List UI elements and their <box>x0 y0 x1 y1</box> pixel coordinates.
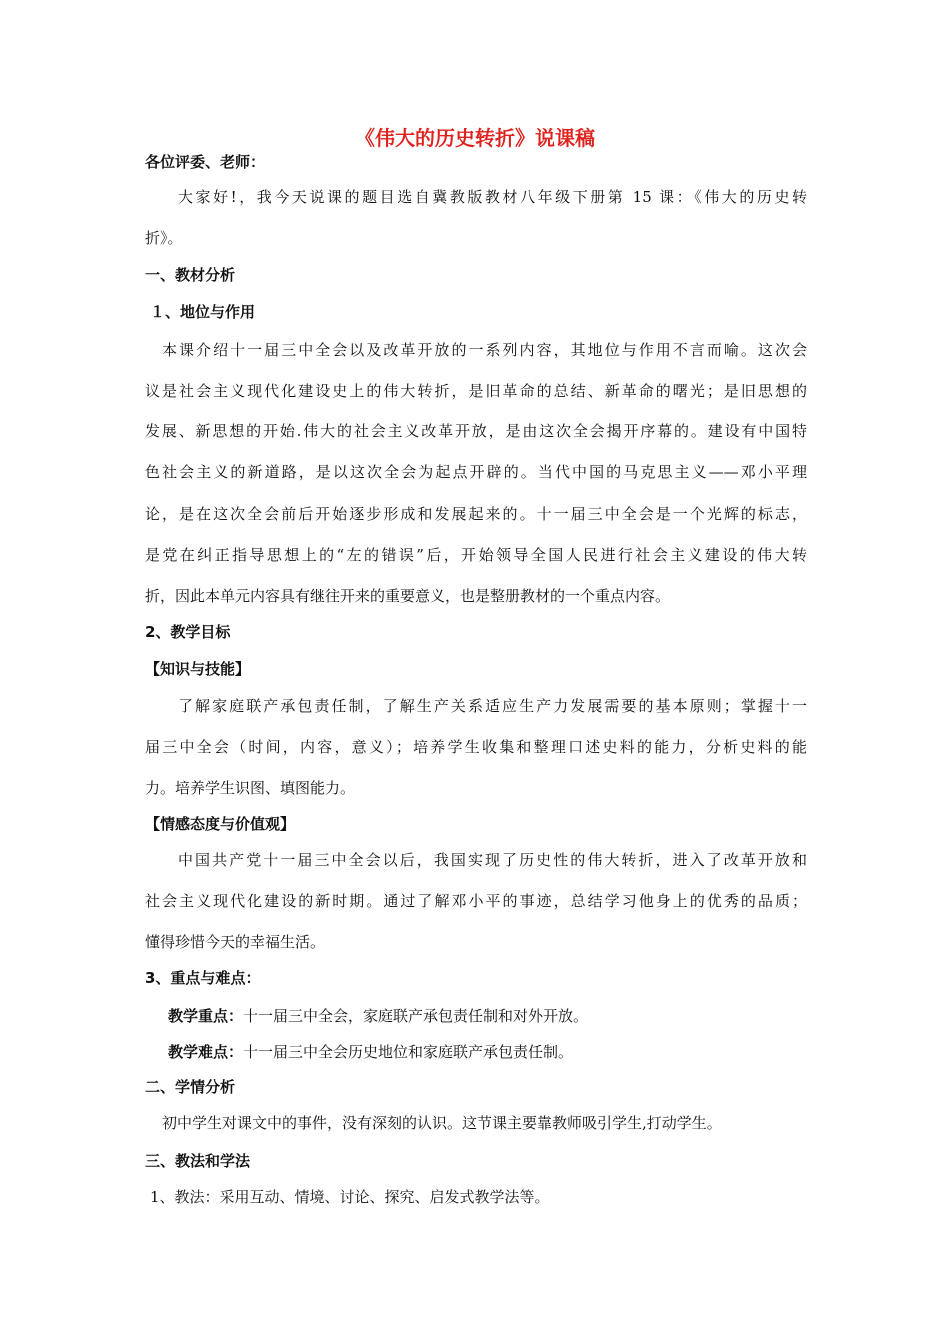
subheading-emotion-values: 【情感态度与价值观】 <box>145 815 296 833</box>
key-point-text: 十一届三中全会，家庭联产承包责任制和对外开放。 <box>243 1007 589 1025</box>
difficult-point-text: 十一届三中全会历史地位和家庭联产承包责任制。 <box>243 1043 574 1061</box>
intro-line: 折》。 <box>145 229 183 247</box>
intro-line: 大家好!，我今天说课的题目选自冀教版教材八年级下册第 15 课：《伟大的历史转 <box>178 188 807 206</box>
key-point-label: 教学重点： <box>168 1007 244 1025</box>
paragraph-line: 发展、新思想的开始.伟大的社会主义改革开放，是由这次全会揭开序幕的。建设有中国特 <box>145 422 807 440</box>
paragraph-line: 议是社会主义现代化建设史上的伟大转折，是旧革命的总结、新革命的曙光；是旧思想的 <box>145 382 807 400</box>
document-title: 《伟大的历史转折》说课稿 <box>355 126 595 150</box>
paragraph-line: 懂得珍惜今天的幸福生活。 <box>145 933 326 951</box>
paragraph-line: 折，因此本单元内容具有继往开来的重要意义，也是整册教材的一个重点内容。 <box>145 587 671 605</box>
subheading-key-difficult: 3、重点与难点： <box>145 969 261 987</box>
paragraph-line: 1、教法：采用互动、情境、讨论、探究、启发式教学法等。 <box>150 1188 550 1206</box>
section-heading-materials: 一、教材分析 <box>145 266 236 284</box>
difficult-point-line <box>168 1041 807 1063</box>
paragraph-line: 论，是在这次全会前后开始逐步形成和发展起来的。十一届三中全会是一个光辉的标志， <box>145 505 807 523</box>
subheading-position-role: １、地位与作用 <box>150 303 256 321</box>
greeting: 各位评委、老师： <box>145 153 266 171</box>
paragraph-line: 是党在纠正指导思想上的“左的错误”后，开始领导全国人民进行社会主义建设的伟大转 <box>145 546 807 564</box>
paragraph-line: 届三中全会（时间，内容，意义）；培养学生收集和整理口述史料的能力，分析史料的能 <box>145 738 807 756</box>
paragraph-line: 中国共产党十一届三中全会以后，我国实现了历史性的伟大转折，进入了改革开放和 <box>178 851 807 869</box>
section-heading-methods: 三、教法和学法 <box>145 1152 251 1170</box>
paragraph-line: 社会主义现代化建设的新时期。通过了解邓小平的事迹，总结学习他身上的优秀的品质； <box>145 892 807 910</box>
paragraph-line: 了解家庭联产承包责任制，了解生产关系适应生产力发展需要的基本原则；掌握十一 <box>178 697 807 715</box>
key-point-line <box>168 1005 807 1027</box>
difficult-point-label: 教学难点： <box>168 1043 244 1061</box>
paragraph-line: 初中学生对课文中的事件，没有深刻的认识。这节课主要靠教师吸引学生,打动学生。 <box>162 1114 722 1132</box>
paragraph-line: 色社会主义的新道路，是以这次全会为起点开辟的。当代中国的马克思主义——邓小平理 <box>145 463 807 481</box>
section-heading-students: 二、学情分析 <box>145 1078 236 1096</box>
subheading-knowledge-skills: 【知识与技能】 <box>145 660 251 678</box>
subheading-teaching-goals: 2、教学目标 <box>145 623 231 641</box>
paragraph-line: 本课介绍十一届三中全会以及改革开放的一系列内容，其地位与作用不言而喻。这次会 <box>162 341 807 359</box>
paragraph-line: 力。培养学生识图、填图能力。 <box>145 779 356 797</box>
